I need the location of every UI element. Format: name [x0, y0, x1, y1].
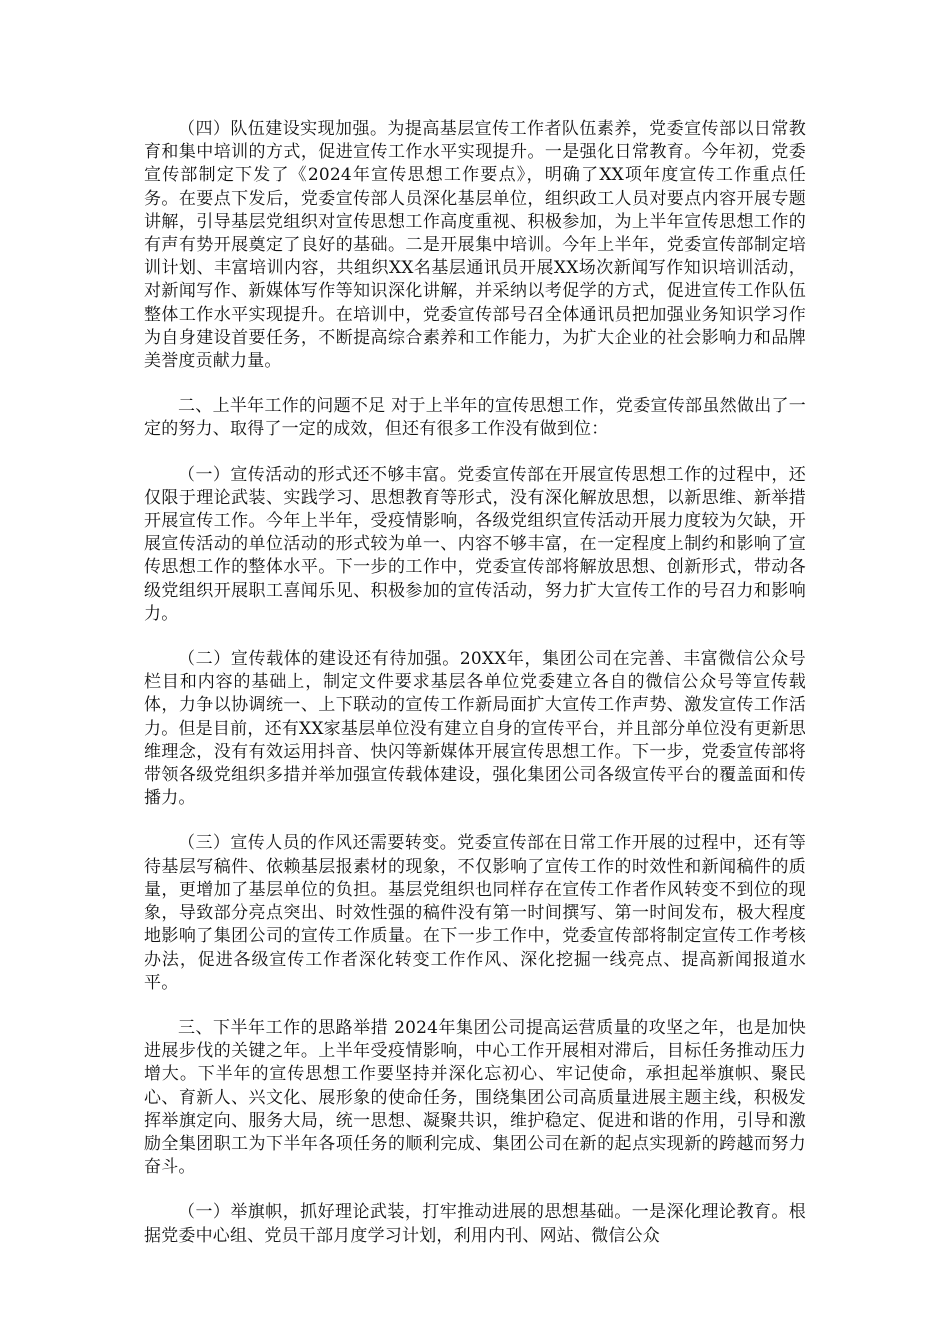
paragraph-second-half-plan: 三、下半年工作的思路举措 2024年集团公司提高运营质量的攻坚之年，也是加快进展步伐的关键之年。上半年受疫情影响，中心工作开展相对滞后，目标任务推动压力增大。下半年的宣传思想工作要坚持并深化忘初心、牢记使命，承担起举旗帜、聚民心、育新人、兴文化、展形象的使命任务，围绕集团公司高质量进展主题主线，积极发挥举旗定向、服务大局，统一思想、凝聚共识，维护稳定、促进和谐的作用，引导和激励全集团职工为下半年各项任务的顺利完成、集团公司在新的起点实现新的跨越而努力奋斗。 [144, 1017, 806, 1178]
paragraph-theory-armament: （一）举旗帜，抓好理论武装，打牢推动进展的思想基础。一是深化理论教育。根据党委中心组、党员干部月度学习计划，利用内刊、网站、微信公众 [144, 1202, 806, 1246]
paragraph-activity-forms: （一）宣传活动的形式还不够丰富。党委宣传部在开展宣传思想工作的过程中，还仅限于理论武装、实践学习、思想教育等形式，没有深化解放思想，以新思维、新举措开展宣传工作。今年上半年，受疫情影响，各级党组织宣传活动开展力度较为欠缺，开展宣传活动的单位活动的形式较为单一、内容不够丰富，在一定程度上制约和影响了宣传思想工作的整体水平。下一步的工作中，党委宣传部将解放思想、创新形式，带动各级党组织开展职工喜闻乐见、积极参加的宣传活动，努力扩大宣传工作的号召力和影响力。 [144, 464, 806, 624]
paragraph-media-platforms: （二）宣传载体的建设还有待加强。20XX年，集团公司在完善、丰富微信公众号栏目和内容的基础上，制定文件要求基层各单位党委建立各自的微信公众号等宣传载体，力争以协调统一、上下联动的宣传工作新局面扩大宣传工作声势、激发宣传工作活力。但是目前，还有XX家基层单位没有建立自身的宣传平台，并且部分单位没有更新思维理念，没有有效运用抖音、快闪等新媒体开展宣传思想工作。下一步，党委宣传部将带领各级党组织多措并举加强宣传载体建设，强化集团公司各级宣传平台的覆盖面和传播力。 [144, 649, 806, 809]
paragraph-team-building: （四）队伍建设实现加强。为提高基层宣传工作者队伍素养，党委宣传部以日常教育和集中培训的方式，促进宣传工作水平实现提升。一是强化日常教育。今年初，党委宣传部制定下发了《2024年宣传思想工作要点》，明确了XX项年度宣传工作重点任务。在要点下发后，党委宣传部人员深化基层单位，组织政工人员对要点内容开展专题讲解，引导基层党组织对宣传思想工作高度重视、积极参加，为上半年宣传思想工作的有声有势开展奠定了良好的基础。二是开展集中培训。今年上半年，党委宣传部制定培训计划、丰富培训内容，共组织XX名基层通讯员开展XX场次新闻写作知识培训活动，对新闻写作、新媒体写作等知识深化讲解，并采纳以考促学的方式，促进宣传工作队伍整体工作水平实现提升。在培训中，党委宣传部号召全体通讯员把加强业务知识学习作为自身建设首要任务，不断提高综合素养和工作能力，为扩大企业的社会影响力和品牌美誉度贡献力量。 [144, 119, 806, 372]
document-body [144, 118, 806, 1270]
paragraph-staff-style: （三）宣传人员的作风还需要转变。党委宣传部在日常工作开展的过程中，还有等待基层写稿件、依赖基层报素材的现象，不仅影响了宣传工作的时效性和新闻稿件的质量，更增加了基层单位的负担。基层党组织也同样存在宣传工作者作风转变不到位的现象，导致部分亮点突出、时效性强的稿件没有第一时间撰写、第一时间发布，极大程度地影响了集团公司的宣传工作质量。在下一步工作中，党委宣传部将制定宣传工作考核办法，促进各级宣传工作者深化转变工作作风、深化挖掘一线亮点、提高新闻报道水平。 [144, 833, 806, 993]
paragraph-problems-heading: 二、上半年工作的问题不足 对于上半年的宣传思想工作，党委宣传部虽然做出了一定的努力、取得了一定的成效，但还有很多工作没有做到位： [144, 396, 806, 440]
